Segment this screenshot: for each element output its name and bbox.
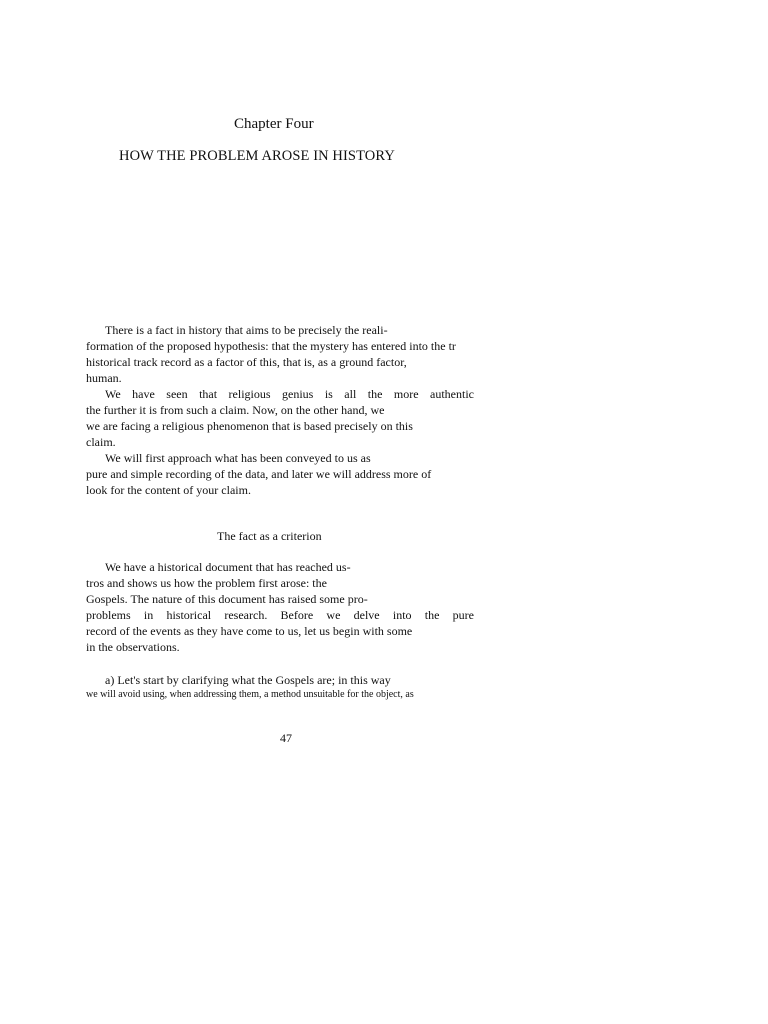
chapter-title: HOW THE PROBLEM AROSE IN HISTORY — [119, 148, 395, 164]
paragraph-block-intro — [86, 322, 474, 498]
text-line: human. — [86, 371, 122, 385]
text-line: problems in historical research. Before we delve into the pure — [86, 608, 474, 622]
text-line: we will avoid using, when addressing them, a method unsuitable for the object, as — [86, 689, 414, 700]
text-line: historical track record as a factor of this, that is, as a ground factor, — [86, 355, 407, 369]
text-line: we are facing a religious phenomenon that is based precisely on this — [86, 419, 413, 433]
text-line: claim. — [86, 435, 116, 449]
text-line: There is a fact in history that aims to be precisely the reali- — [105, 323, 388, 337]
text-line: We have seen that religious genius is all the more authentic — [105, 387, 474, 401]
text-line: look for the content of your claim. — [86, 483, 251, 497]
text-line: tros and shows us how the problem first arose: the — [86, 576, 327, 590]
text-line: formation of the proposed hypothesis: that the mystery has entered into the tr — [86, 339, 456, 353]
text-line: a) Let's start by clarifying what the Gospels are; in this way — [105, 673, 391, 687]
chapter-label: Chapter Four — [234, 116, 314, 132]
paragraph-block-criterion — [86, 559, 474, 655]
text-line: record of the events as they have come to us, let us begin with some — [86, 624, 413, 638]
text-line: in the observations. — [86, 640, 180, 654]
paragraph-block-gospels — [86, 672, 474, 702]
text-line: the further it is from such a claim. Now, on the other hand, we — [86, 403, 385, 417]
text-line: We have a historical document that has reached us- — [105, 560, 351, 574]
section-heading: The fact as a criterion — [217, 529, 322, 543]
text-line: We will first approach what has been conveyed to us as — [105, 451, 371, 465]
text-line: pure and simple recording of the data, and later we will address more of — [86, 467, 432, 481]
page-number: 47 — [280, 731, 292, 745]
text-line: Gospels. The nature of this document has raised some pro- — [86, 592, 368, 606]
